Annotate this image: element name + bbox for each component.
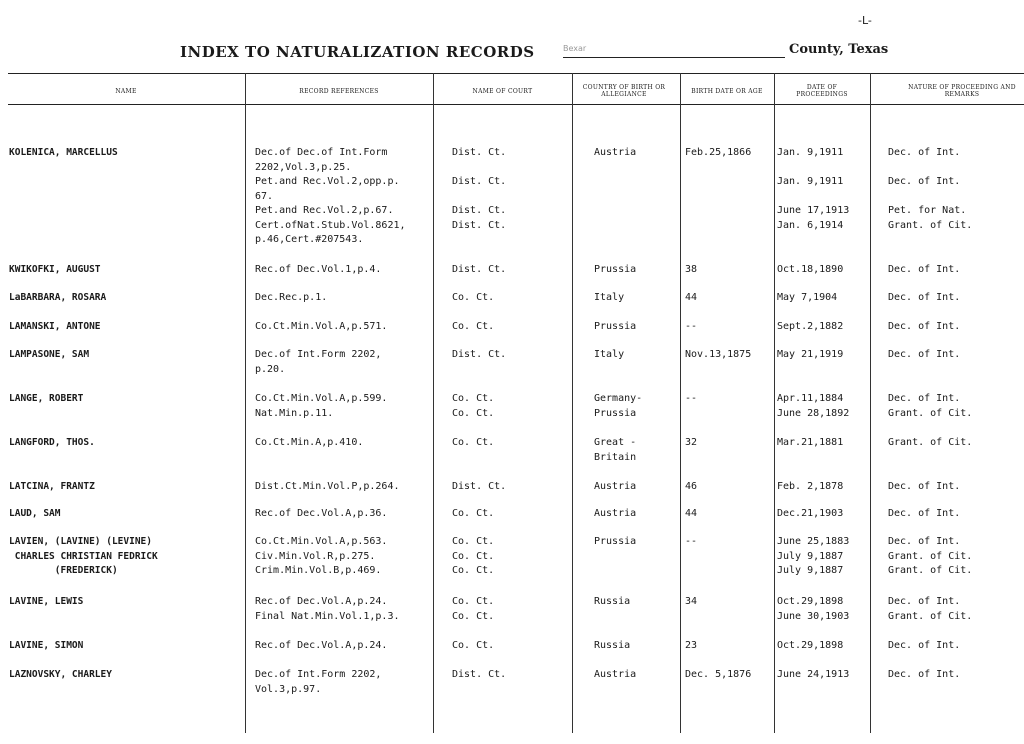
birth-cell: Dec. 5,1876	[685, 669, 752, 680]
court-cell: Dist. Ct.	[452, 349, 507, 360]
name-cell: LAVIEN, (LAVINE) (LEVINE) CHARLES CHRISTIAN FEDRICK (FREDERICK)	[9, 536, 158, 576]
name-cell: LAMANSKI, ANTONE	[9, 321, 101, 332]
name-cell: LAUD, SAM	[9, 508, 61, 519]
column-header-name: NAME	[115, 87, 137, 95]
date-cell: Mar.21,1881	[777, 437, 844, 448]
nature-cell: Dec. of Int. Grant. of Cit. Grant. of Cit.	[888, 536, 973, 576]
country-cell: Prussia	[594, 536, 637, 547]
nature-cell: Dec. of Int.	[888, 321, 961, 332]
nature-cell: Dec. of Int.	[888, 349, 961, 360]
court-cell: Co. Ct. Co. Ct.	[452, 393, 495, 419]
country-cell: Austria	[594, 508, 637, 519]
name-cell: LATCINA, FRANTZ	[9, 481, 95, 492]
record-reference-cell: Dec.Rec.p.1.	[255, 292, 328, 303]
column-header-date: DATE OF PROCEEDINGS	[796, 84, 848, 98]
column-divider	[680, 73, 681, 733]
nature-cell: Dec. of Int.	[888, 481, 961, 492]
date-cell: Jan. 9,1911 Jan. 9,1911 June 17,1913 Jan. 6,1914	[777, 147, 850, 231]
header-bottom-rule	[8, 104, 1024, 105]
date-cell: Sept.2,1882	[777, 321, 844, 332]
name-cell: LaBARBARA, ROSARA	[9, 292, 107, 303]
court-cell: Co. Ct.	[452, 321, 495, 332]
birth-cell: Nov.13,1875	[685, 349, 752, 360]
court-cell: Co. Ct. Co. Ct.	[452, 596, 495, 622]
column-divider	[774, 73, 775, 733]
nature-cell: Grant. of Cit.	[888, 437, 973, 448]
nature-cell: Dec. of Int.	[888, 264, 961, 275]
record-reference-cell: Co.Ct.Min.Vol.A,p.563. Civ.Min.Vol.R,p.275. Crim.Min.Vol.B,p.469.	[255, 536, 388, 576]
nature-cell: Dec. of Int.	[888, 640, 961, 651]
date-cell: May 7,1904	[777, 292, 838, 303]
court-cell: Dist. Ct.	[452, 669, 507, 680]
court-cell: Co. Ct.	[452, 508, 495, 519]
page-number: -L-	[858, 14, 872, 27]
country-cell: Prussia	[594, 321, 637, 332]
record-reference-cell: Rec.of Dec.Vol.A,p.36.	[255, 508, 388, 519]
name-cell: LAVINE, LEWIS	[9, 596, 84, 607]
birth-cell: --	[685, 321, 698, 332]
court-cell: Dist. Ct.	[452, 481, 507, 492]
birth-cell: 44	[685, 292, 698, 303]
column-header-nature: NATURE OF PROCEEDING AND REMARKS	[908, 84, 1016, 98]
record-reference-cell: Co.Ct.Min.Vol.A,p.599. Nat.Min.p.11.	[255, 393, 388, 419]
column-header-record-references: RECORD REFERENCES	[299, 87, 379, 95]
court-cell: Dist. Ct.	[452, 264, 507, 275]
birth-cell: --	[685, 393, 698, 404]
record-reference-cell: Rec.of Dec.Vol.A,p.24. Final Nat.Min.Vol.1,p.3.	[255, 596, 400, 622]
birth-cell: 23	[685, 640, 698, 651]
column-divider	[870, 73, 871, 733]
court-cell: Co. Ct.	[452, 640, 495, 651]
record-reference-cell: Rec.of Dec.Vol.1,p.4.	[255, 264, 382, 275]
date-cell: Dec.21,1903	[777, 508, 844, 519]
column-header-court: NAME OF COURT	[472, 87, 533, 95]
birth-cell: 44	[685, 508, 698, 519]
birth-cell: 38	[685, 264, 698, 275]
court-cell: Co. Ct.	[452, 437, 495, 448]
county-name-field: Bexar	[563, 44, 785, 58]
birth-cell: Feb.25,1866	[685, 147, 752, 158]
column-divider	[245, 73, 246, 733]
name-cell: LAMPASONE, SAM	[9, 349, 90, 360]
country-cell: Great - Britain	[594, 437, 637, 463]
record-reference-cell: Dec.of Int.Form 2202, p.20.	[255, 349, 382, 375]
record-reference-cell: Co.Ct.Min.Vol.A,p.571.	[255, 321, 388, 332]
column-divider	[572, 73, 573, 733]
column-header-country: COUNTRY OF BIRTH OR ALLEGIANCE	[582, 84, 666, 98]
nature-cell: Dec. of Int. Grant. of Cit.	[888, 393, 973, 419]
date-cell: May 21,1919	[777, 349, 844, 360]
country-cell: Austria	[594, 669, 637, 680]
record-reference-cell: Dist.Ct.Min.Vol.P,p.264.	[255, 481, 400, 492]
court-cell: Co. Ct. Co. Ct. Co. Ct.	[452, 536, 495, 576]
birth-cell: 46	[685, 481, 698, 492]
name-cell: KWIKOFKI, AUGUST	[9, 264, 101, 275]
record-reference-cell: Rec.of Dec.Vol.A,p.24.	[255, 640, 388, 651]
name-cell: KOLENICA, MARCELLUS	[9, 147, 118, 158]
record-reference-cell: Co.Ct.Min.A,p.410.	[255, 437, 364, 448]
country-cell: Germany- Prussia	[594, 393, 643, 419]
record-reference-cell: Dec.of Int.Form 2202, Vol.3,p.97.	[255, 669, 382, 695]
nature-cell: Dec. of Int. Grant. of Cit.	[888, 596, 973, 622]
nature-cell: Dec. of Int.	[888, 292, 961, 303]
nature-cell: Dec. of Int. Dec. of Int. Pet. for Nat. Grant. of Cit.	[888, 147, 973, 231]
date-cell: June 25,1883 July 9,1887 July 9,1887	[777, 536, 850, 576]
birth-cell: --	[685, 536, 698, 547]
court-cell: Dist. Ct. Dist. Ct. Dist. Ct. Dist. Ct.	[452, 147, 507, 231]
country-cell: Austria	[594, 481, 637, 492]
name-cell: LANGFORD, THOS.	[9, 437, 95, 448]
country-cell: Austria	[594, 147, 637, 158]
country-cell: Russia	[594, 640, 631, 651]
nature-cell: Dec. of Int.	[888, 669, 961, 680]
country-cell: Italy	[594, 349, 625, 360]
table-top-rule	[8, 73, 1024, 74]
birth-cell: 34	[685, 596, 698, 607]
date-cell: Oct.29,1898	[777, 640, 844, 651]
birth-cell: 32	[685, 437, 698, 448]
country-cell: Russia	[594, 596, 631, 607]
county-label: County, Texas	[789, 42, 889, 57]
date-cell: Oct.18,1890	[777, 264, 844, 275]
name-cell: LANGE, ROBERT	[9, 393, 84, 404]
nature-cell: Dec. of Int.	[888, 508, 961, 519]
date-cell: Oct.29,1898 June 30,1903	[777, 596, 850, 622]
name-cell: LAVINE, SIMON	[9, 640, 84, 651]
page-title: INDEX TO NATURALIZATION RECORDS	[180, 43, 535, 61]
country-cell: Italy	[594, 292, 625, 303]
date-cell: Apr.11,1884 June 28,1892	[777, 393, 850, 419]
country-cell: Prussia	[594, 264, 637, 275]
date-cell: Feb. 2,1878	[777, 481, 844, 492]
column-header-birth: BIRTH DATE OR AGE	[691, 87, 763, 95]
name-cell: LAZNOVSKY, CHARLEY	[9, 669, 112, 680]
date-cell: June 24,1913	[777, 669, 850, 680]
column-divider	[433, 73, 434, 733]
record-reference-cell: Dec.of Dec.of Int.Form 2202,Vol.3,p.25. Pet.and Rec.Vol.2,opp.p. 67. Pet.and Rec.Vol.2,p.67. Cert.ofNat.Stub.Vol.8621, p.46,Cert.#207543.	[255, 147, 406, 245]
court-cell: Co. Ct.	[452, 292, 495, 303]
